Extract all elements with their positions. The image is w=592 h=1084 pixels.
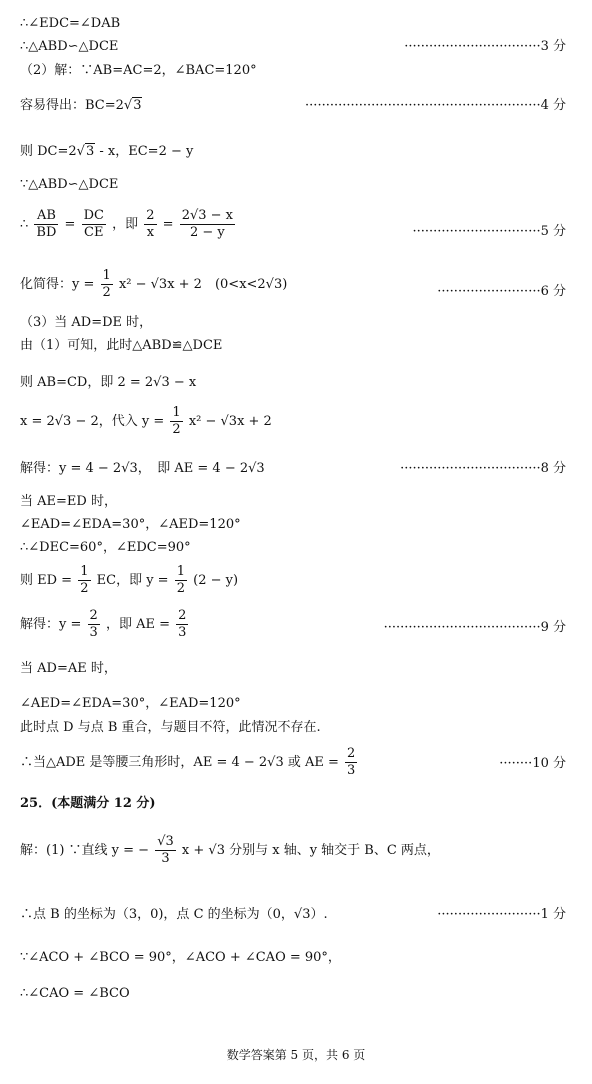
line-19: 当 AD=AE 时， [20,661,117,676]
line-20: ∠AED=∠EDA=30°，∠EAD=120° [20,696,241,711]
fraction: $\frac{1}{2}$ [102,268,111,300]
fraction: $\frac{1}{2}$ [172,405,181,437]
line-16: ∴∠DEC=60°，∠EDC=90° [20,540,191,555]
line-22: ∴当△ADE 是等腰三角形时，AE = 4 − 2√3 或 AE = $\frac{2}{3}$ [20,746,356,778]
line-15: ∠EAD=∠EDA=30°，∠AED=120° [20,517,241,532]
line-10: 由（1）可知，此时△ABD≌△DCE [20,338,223,353]
fraction: $\frac{√3}{3}$ [157,834,174,866]
page-footer: 数学答案第 5 页，共 6 页 [226,1048,366,1062]
score-3: ·································3 分 [404,39,566,54]
line-2: ∴△ABD∽△DCE [20,39,119,54]
fraction: $\frac{2}{3}$ [89,608,98,640]
fraction: $\frac{2√3 - x}{2 - y}$ [181,208,234,240]
line-3: （2）解：∵AB=AC=2，∠BAC=120° [20,63,257,78]
fraction: $\frac{AB}{BD}$ [36,208,57,240]
score-5: ·······························5 分 [412,224,566,239]
line-8: 化简得：y = $\frac{1}{2}$ x² − √3x + 2 (0<x<2√3) [20,268,288,300]
score-1: ·························1 分 [437,907,566,922]
line-6: ∵△ABD∽△DCE [20,177,119,192]
line-14: 当 AE=ED 时， [20,494,117,509]
line-17: 则 ED = $\frac{1}{2}$ EC，即 y = $\frac{1}{2}$ (2 − y) [20,564,239,596]
score-8: ··································8 分 [400,461,566,476]
line-5: 则 DC=2√3 - x，EC=2 − y [20,144,194,159]
fraction: $\frac{2}{x}$ [146,208,155,240]
line-21: 此时点 D 与点 B 重合，与题目不符，此情况不存在. [20,720,321,735]
question-25-heading: 25．(本题满分 12 分) [20,796,156,811]
line-18: 解得：y = $\frac{2}{3}$ ，即 AE = $\frac{2}{3}$ [20,608,187,640]
line-24: 解：(1) ∵直线 y = − $\frac{√3}{3}$ x + √3 分别与 x 轴、y 轴交于 B、C 两点， [20,834,440,866]
line-26: ∵∠ACO + ∠BCO = 90°，∠ACO + ∠CAO = 90°， [20,950,341,965]
line-9: （3）当 AD=DE 时， [20,315,153,330]
line-25: ∴点 B 的坐标为（3，0)，点 C 的坐标为（0，√3）. [20,907,328,922]
score-6: ·························6 分 [437,284,566,299]
line-11: 则 AB=CD，即 2 = 2√3 − x [20,375,197,390]
score-4: ·························································4 分 [305,98,566,113]
score-10: ········10 分 [499,756,566,771]
line-27: ∴∠CAO = ∠BCO [20,986,130,1001]
fraction: $\frac{2}{3}$ [347,746,356,778]
line-13: 解得：y = 4 − 2√3， 即 AE = 4 − 2√3 [20,461,265,476]
line-4: 容易得出：BC=2√3 [20,98,142,113]
score-9: ······································9 分 [383,620,566,635]
fraction: $\frac{2}{3}$ [178,608,187,640]
line-12: x = 2√3 − 2，代入 y = $\frac{1}{2}$ x² − √3x + 2 [20,405,272,437]
fraction: $\frac{DC}{CE}$ [83,208,104,240]
fraction: $\frac{1}{2}$ [176,564,186,596]
line-1: ∴∠EDC=∠DAB [20,16,121,31]
line-7: ∴ $\frac{AB}{BD}$ = $\frac{DC}{CE}$ ，即 $\frac{2}{x}$ = $\frac{2√3 - x}{2 - y}$ [20,208,234,240]
fraction: $\frac{1}{2}$ [80,564,89,596]
